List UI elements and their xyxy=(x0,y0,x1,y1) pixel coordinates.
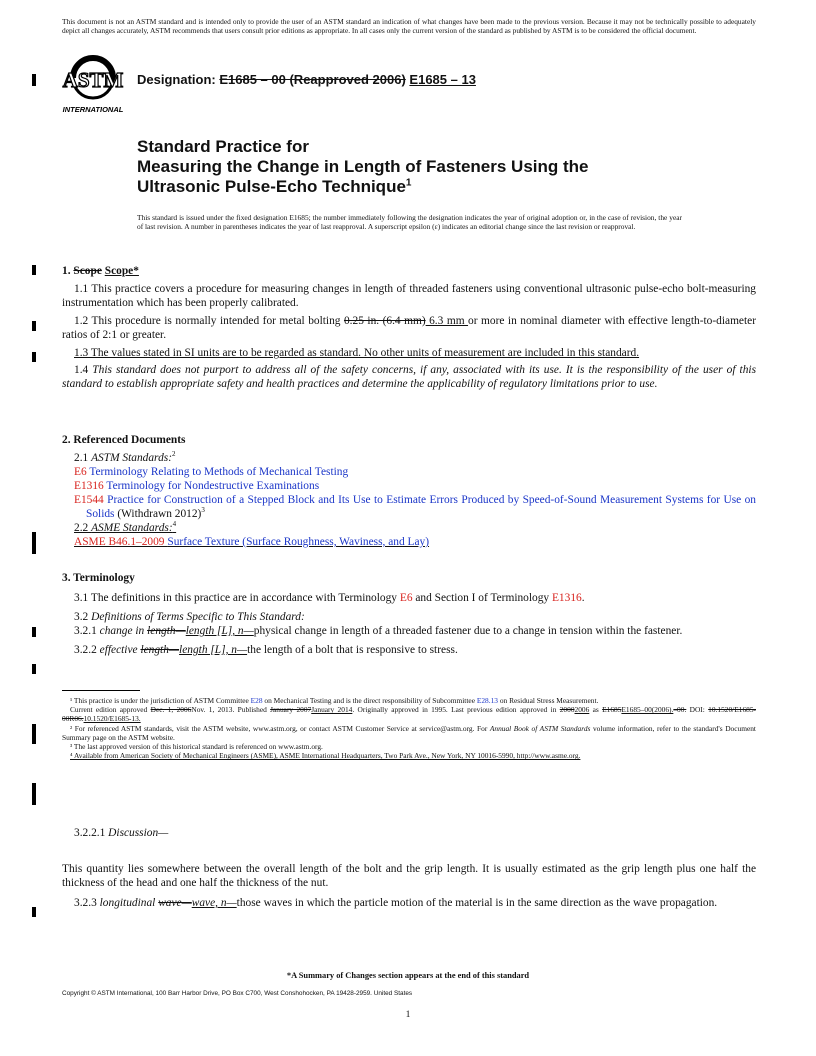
issuance-note: This standard is issued under the fixed designation E1685; the number immediately following the designation indicates the year of original adoption or, in the case of revision, the year of last revision. A number in parentheses indicates the year of last reapproval. A superscript epsilon (ε) indicates an editorial change since the last revision or reapproval. xyxy=(137,213,682,232)
disclaimer: This document is not an ASTM standard and is intended only to provide the user of an ASTM standard an indication of what changes have been made to the previous version. Because it may not be technically possible to adequately depict all changes accurately, ASTM recommends that users consult prior editions as appropriate. In all cases only the current version of the standard as published by ASTM is to be considered the official document. xyxy=(62,17,756,35)
paragraph-3-1: 3.1 The definitions in this practice are in accordance with Terminology E6 and Section I of Terminology E1316. xyxy=(74,592,585,604)
logo-subtext: INTERNATIONAL xyxy=(62,105,124,114)
revision-bar xyxy=(32,627,36,637)
paragraph-3-2: 3.2 Definitions of Terms Specific to This Standard: xyxy=(74,611,305,623)
designation-old: E1685 – 00 (Reapproved 2006) xyxy=(219,72,406,87)
section-heading: 1. Scope Scope* xyxy=(62,265,139,277)
astm-logo xyxy=(60,54,130,116)
revision-bar xyxy=(32,321,36,331)
title-line: Measuring the Change in Length of Fasteners Using the xyxy=(137,157,589,176)
paragraph-3-2-2: 3.2.2 effective length—length [L], n—the length of a bolt that is responsive to stress. xyxy=(74,644,458,656)
footnote-rule xyxy=(62,690,140,691)
designation xyxy=(137,72,476,87)
title-line: Standard Practice for xyxy=(137,137,309,156)
discussion-text: This quantity lies somewhere between the overall length of the bolt and the grip length. It is usually estimated as the grip length plus one half the thickness of the head and one half the thickness of the nut. xyxy=(62,863,756,889)
footnote-2: ² For referenced ASTM standards, visit the ASTM website, www.astm.org, or contact ASTM Customer Service at service@astm.org. For Annual Book of ASTM Standards volume information, refer to the standard's Document Summary page on the ASTM website. xyxy=(62,723,756,742)
footnote-1-edition: Current edition approved Dec. 1, 2006Nov. 1, 2013. Published January 2007January 2014. Originally approved in 1995. Last previous edition approved in 20002006 as E1685E1685–00(2006).–00. DOI: 10.1520/E1685-00R06.10.1520/E1685-13. xyxy=(62,705,756,724)
footnote-4: ⁴ Available from American Society of Mechanical Engineers (ASME), ASME International Headquarters, Two Park Ave., New York, NY 10016-5990, http://www.asme.org. xyxy=(70,751,581,761)
title-footnote-ref: 1 xyxy=(405,177,412,189)
reference-asme[interactable]: ASME B46.1–2009 Surface Texture (Surface Roughness, Waviness, and Lay) xyxy=(74,536,430,548)
section-referenced-documents xyxy=(62,433,756,549)
revision-bar xyxy=(32,74,36,86)
reference-e1544[interactable]: E1544 Practice for Construction of a Stepped Block and Its Use to Estimate Errors Produced by Speed-of-Sound Measurement Systems for Use on Solids (Withdrawn 2012)$^3$ xyxy=(74,494,756,520)
title-line: Ultrasonic Pulse-Echo Technique xyxy=(137,177,406,196)
section-heading: 2. Referenced Documents xyxy=(62,434,186,446)
asme-standards-label: 2.2 ASME Standards:$^4$ xyxy=(74,520,177,534)
footnote-1: ¹ This practice is under the jurisdiction of ASTM Committee E28 on Mechanical Testing and is the direct responsibility of Subcommittee E28.13 on Residual Stress Measurement. xyxy=(70,696,599,705)
section-scope xyxy=(62,264,756,391)
section-heading: 3. Terminology xyxy=(62,572,135,584)
paragraph-3-2-3: 3.2.3 longitudinal wave—wave, n—those waves in which the particle motion of the material is in the same direction as the wave propagation. xyxy=(74,897,718,909)
page-title xyxy=(137,137,589,197)
page-number: 1 xyxy=(405,1009,411,1020)
revision-bar xyxy=(32,724,36,744)
summary-note: *A Summary of Changes section appears at the end of this standard xyxy=(286,971,530,980)
revision-bar xyxy=(32,352,36,362)
section-terminology-continued xyxy=(62,826,756,910)
footnotes xyxy=(62,696,756,760)
copyright: Copyright © ASTM International, 100 Barr Harbor Drive, PO Box C700, West Conshohocken, PA 19428-2959. United States xyxy=(62,990,413,997)
footnote-3: ³ The last approved version of this historical standard is referenced on www.astm.org. xyxy=(70,742,323,752)
reference-e6[interactable]: E6 Terminology Relating to Methods of Mechanical Testing xyxy=(74,466,349,478)
designation-new: E1685 – 13 xyxy=(409,72,476,87)
paragraph-1-2: 1.2 This procedure is normally intended for metal bolting 0.25 in. (6.4 mm) 6.3 mm or more in nominal diameter with effective length-to-diameter ratios of 2:1 or greater. xyxy=(62,315,756,341)
reference-e1316[interactable]: E1316 Terminology for Nondestructive Examinations xyxy=(74,480,320,492)
paragraph-1-3: 1.3 The values stated in SI units are to be regarded as standard. No other units of measurement are included in this standard. xyxy=(74,347,640,359)
paragraph-1-1: 1.1 This practice covers a procedure for measuring changes in length of threaded fasteners using conventional ultrasonic pulse-echo bolt-measuring instrumentation which has been properly calibrated. xyxy=(62,283,756,309)
revision-bar xyxy=(32,783,36,805)
section-terminology xyxy=(62,571,756,657)
paragraph-3-2-1: 3.2.1 change in length—length [L], n—physical change in length of a threaded fastener due to a change in tension within the fastener. xyxy=(74,625,683,637)
revision-bar xyxy=(32,532,36,554)
revision-bar xyxy=(32,265,36,275)
paragraph-1-4: 1.4 This standard does not purport to address all of the safety concerns, if any, associated with its use. It is the responsibility of the user of this standard to establish appropriate safety and health practices and determine the applicability of regulatory limitations prior to use. xyxy=(62,364,756,390)
astm-standards-label: 2.1 ASTM Standards:$^2$ xyxy=(74,450,176,464)
paragraph-3-2-2-1: 3.2.2.1 Discussion— xyxy=(74,827,169,839)
revision-bar xyxy=(32,664,36,674)
revision-bar xyxy=(32,907,36,917)
designation-label: Designation: xyxy=(137,72,216,87)
logo-text: ASTM xyxy=(62,68,124,92)
